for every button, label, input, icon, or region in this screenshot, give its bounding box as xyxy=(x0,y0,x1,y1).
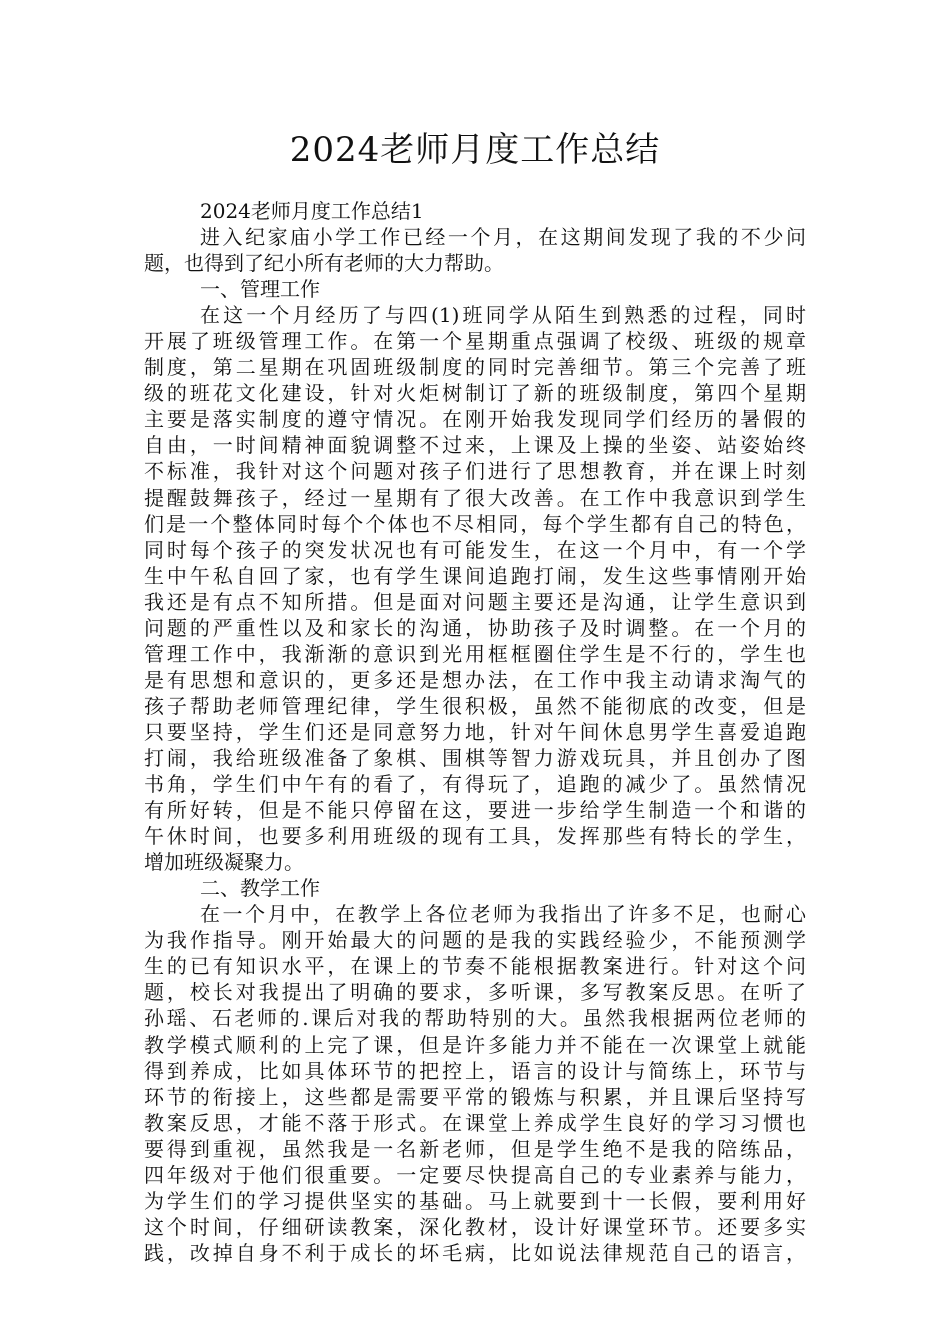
document-title: 2024老师月度工作总结 xyxy=(289,130,661,170)
document-body xyxy=(144,198,806,1266)
text-line: 一、管理工作 xyxy=(200,277,320,302)
text-line: 不标准，我针对这个问题对孩子们进行了思想教育，并在课上时刻 xyxy=(144,459,806,484)
text-line: 自由，一时间精神面貌调整不过来，上课及上操的坐姿、站姿始终 xyxy=(144,433,806,458)
text-line: 教案反思，才能不落于形式。在课堂上养成学生良好的学习习惯也 xyxy=(144,1110,806,1135)
text-line: 书角，学生们中午有的看了，有得玩了，追跑的减少了。虽然情况 xyxy=(144,772,806,797)
text-line: 孩子帮助老师管理纪律，学生很积极，虽然不能彻底的改变，但是 xyxy=(144,693,806,718)
text-line: 管理工作中，我渐渐的意识到光用框框圈住学生是不行的，学生也 xyxy=(144,641,806,666)
text-line: 有所好转，但是不能只停留在这，要进一步给学生制造一个和谐的 xyxy=(144,798,806,823)
text-line: 主要是落实制度的遵守情况。在刚开始我发现同学们经历的暑假的 xyxy=(144,407,806,432)
text-line: 是有思想和意识的，更多还是想办法，在工作中我主动请求淘气的 xyxy=(144,667,806,692)
text-line: 环节的衔接上，这些都是需要平常的锻炼与积累，并且课后坚持写 xyxy=(144,1084,806,1109)
text-line: 午休时间，也要多利用班级的现有工具，发挥那些有特长的学生， xyxy=(144,824,806,849)
text-line: 在这一个月经历了与四(1)班同学从陌生到熟悉的过程，同时 xyxy=(200,303,806,328)
text-line: 这个时间，仔细研读教案，深化教材，设计好课堂环节。还要多实 xyxy=(144,1214,806,1239)
text-line: 只要坚持，学生们还是同意努力地，针对午间休息男学生喜爱追跑 xyxy=(144,719,806,744)
text-line: 问题的严重性以及和家长的沟通，协助孩子及时调整。在一个月的 xyxy=(144,615,806,640)
text-line: 2024老师月度工作总结1 xyxy=(200,199,424,223)
text-line: 生的已有知识水平，在课上的节奏不能根据教案进行。针对这个问 xyxy=(144,954,806,979)
text-line: 四年级对于他们很重要。一定要尽快提高自己的专业素养与能力， xyxy=(144,1162,806,1187)
text-line: 在一个月中，在教学上各位老师为我指出了许多不足，也耐心 xyxy=(200,902,806,927)
text-line: 制度，第二星期在巩固班级制度的同时完善细节。第三个完善了班 xyxy=(144,355,806,380)
text-line: 二、教学工作 xyxy=(200,876,320,901)
text-line: 级的班花文化建设，针对火炬树制订了新的班级制度，第四个星期 xyxy=(144,381,806,406)
text-line: 为我作指导。刚开始最大的问题的是我的实践经验少，不能预测学 xyxy=(144,928,806,953)
text-line: 为学生们的学习提供坚实的基础。马上就要到十一长假，要利用好 xyxy=(144,1188,806,1213)
text-line: 要得到重视，虽然我是一名新老师，但是学生绝不是我的陪练品， xyxy=(144,1136,806,1161)
text-line: 践，改掉自身不利于成长的坏毛病，比如说法律规范自己的语言， xyxy=(144,1240,806,1265)
text-line: 提醒鼓舞孩子，经过一星期有了很大改善。在工作中我意识到学生 xyxy=(144,485,806,510)
text-line: 开展了班级管理工作。在第一个星期重点强调了校级、班级的规章 xyxy=(144,329,806,354)
text-line: 教学模式顺利的上完了课，但是许多能力并不能在一次课堂上就能 xyxy=(144,1032,806,1057)
text-line: 题，校长对我提出了明确的要求，多听课，多写教案反思。在听了 xyxy=(144,980,806,1005)
text-line: 孙瑶、石老师的.课后对我的帮助特别的大。虽然我根据两位老师的 xyxy=(144,1006,806,1031)
text-line: 生中午私自回了家，也有学生课间追跑打闹，发生这些事情刚开始 xyxy=(144,563,806,588)
text-line: 增加班级凝聚力。 xyxy=(144,850,304,875)
text-line: 我还是有点不知所措。但是面对问题主要还是沟通，让学生意识到 xyxy=(144,589,806,614)
text-line: 题，也得到了纪小所有老师的大力帮助。 xyxy=(144,251,504,276)
text-line: 进入纪家庙小学工作已经一个月，在这期间发现了我的不少问 xyxy=(200,225,806,250)
text-line: 打闹，我给班级准备了象棋、围棋等智力游戏玩具，并且创办了图 xyxy=(144,745,806,770)
text-line: 们是一个整体同时每个个体也不尽相同，每个学生都有自己的特色， xyxy=(144,511,806,536)
text-line: 得到养成，比如具体环节的把控上，语言的设计与简练上，环节与 xyxy=(144,1058,806,1083)
text-line: 同时每个孩子的突发状况也有可能发生，在这一个月中，有一个学 xyxy=(144,537,806,562)
